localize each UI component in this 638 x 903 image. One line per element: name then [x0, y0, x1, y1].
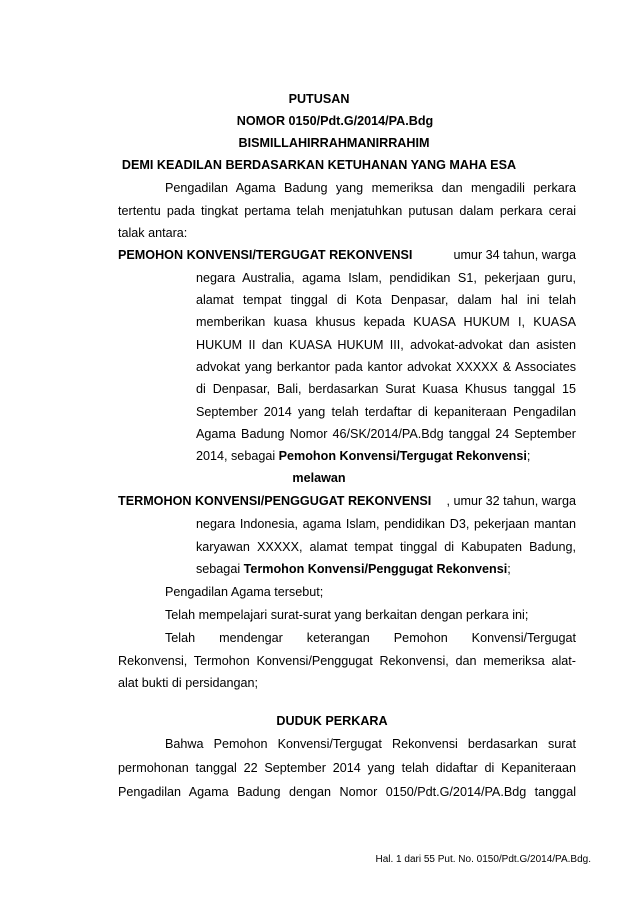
pemohon-first-rest: umur 34 tahun, warga	[449, 248, 576, 262]
bismillah-line: BISMILLAHIRRAHMANIRRAHIM	[238, 136, 430, 150]
heard-line-cont: Rekonvensi, Termohon Konvensi/Penggugat Rekonvensi, dan memeriksa alat-	[118, 654, 576, 668]
duduk-line: permohonan tanggal 22 September 2014 yang telah didaftar di Kepaniteraan	[118, 761, 576, 775]
intro-line: tertentu pada tingkat pertama telah menjatuhkan putusan dalam perkara cerai	[118, 204, 576, 218]
melawan-line: melawan	[292, 471, 346, 485]
pemohon-label: PEMOHON KONVENSI/TERGUGAT REKONVENSI	[118, 248, 413, 262]
duduk-line: Pengadilan Agama Badung dengan Nomor 0150/Pdt.G/2014/PA.Bdg tanggal	[118, 785, 576, 799]
termohon-line: negara Indonesia, agama Islam, pendidikan D3, pekerjaan mantan	[196, 517, 576, 531]
termohon-first-rest: , umur 32 tahun, warga	[446, 494, 576, 508]
heard-line: Telah mendengar keterangan Pemohon Konvensi/Tergugat	[165, 631, 576, 645]
duduk-line: Bahwa Pemohon Konvensi/Tergugat Rekonvensi berdasarkan surat	[165, 737, 576, 751]
pemohon-line: Agama Badung Nomor 46/SK/2014/PA.Bdg tanggal 24 September	[196, 427, 576, 441]
page-footer: Hal. 1 dari 55 Put. No. 0150/Pdt.G/2014/PA.Bdg.	[375, 854, 591, 865]
pemohon-role: Pemohon Konvensi/Tergugat Rekonvensi	[278, 449, 527, 463]
termohon-first-line	[118, 493, 576, 509]
termohon-role: Termohon Konvensi/Penggugat Rekonvensi	[243, 562, 508, 576]
pemohon-last-prefix: 2014, sebagai	[196, 449, 279, 463]
pemohon-line: negara Australia, agama Islam, pendidikan S1, pekerjaan guru,	[196, 271, 576, 285]
pemohon-line: di Denpasar, Bali, berdasarkan Surat Kuasa Khusus tanggal 15	[196, 382, 576, 396]
court-line: Pengadilan Agama tersebut;	[165, 585, 324, 599]
termohon-last-line	[196, 561, 511, 577]
pemohon-line: memberikan kuasa khusus kepada KUASA HUKUM I, KUASA	[196, 315, 576, 329]
termohon-last-suffix: ;	[507, 562, 511, 576]
pemohon-line: HUKUM II dan KUASA HUKUM III, advokat-advokat dan asisten	[196, 338, 576, 352]
studied-line: Telah mempelajari surat-surat yang berkaitan dengan perkara ini;	[165, 608, 529, 622]
intro-line: talak antara:	[118, 226, 188, 240]
pemohon-line: September 2014 yang telah terdaftar di kepaniteraan Pengadilan	[196, 405, 576, 419]
termohon-label: TERMOHON KONVENSI/PENGGUGAT REKONVENSI	[118, 494, 432, 508]
intro-line: Pengadilan Agama Badung yang memeriksa dan mengadili perkara	[165, 181, 576, 195]
heard-line-end: alat bukti di persidangan;	[118, 676, 259, 690]
document-title: PUTUSAN	[288, 92, 350, 106]
termohon-last-prefix: sebagai	[196, 562, 244, 576]
pemohon-line: alamat tempat tinggal di Kota Denpasar, dalam hal ini telah	[196, 293, 576, 307]
termohon-line: karyawan XXXXX, alamat tempat tinggal di Kabupaten Badung,	[196, 540, 576, 554]
motto-line: DEMI KEADILAN BERDASARKAN KETUHANAN YANG MAHA ESA	[121, 158, 517, 172]
pemohon-line: advokat yang berkantor pada kantor advokat XXXXX & Associates	[196, 360, 576, 374]
pemohon-first-line	[118, 247, 576, 263]
case-number: NOMOR 0150/Pdt.G/2014/PA.Bdg	[236, 114, 434, 128]
pemohon-last-suffix: ;	[526, 449, 531, 463]
section-heading: DUDUK PERKARA	[276, 714, 388, 728]
pemohon-last-line	[196, 448, 530, 464]
